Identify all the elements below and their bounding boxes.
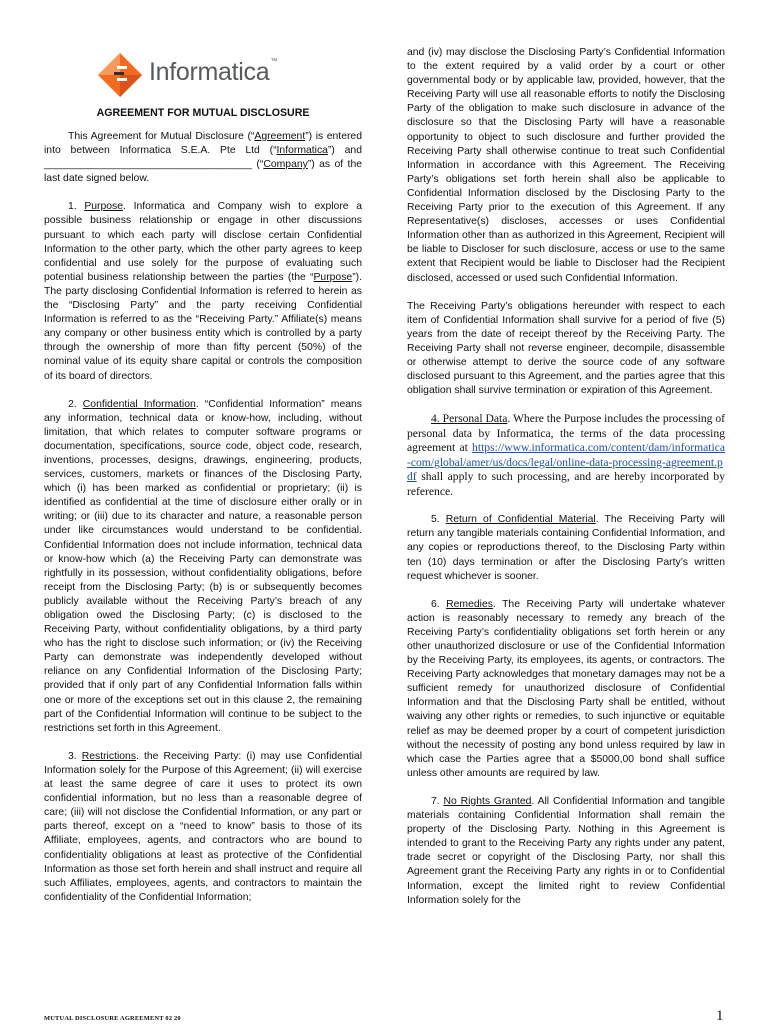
left-column [44,130,362,905]
document-title: AGREEMENT FOR MUTUAL DISCLOSURE [96,107,310,119]
logo-wordmark: Informatica™ [149,58,278,86]
informatica-diamond-logo-icon [97,52,143,98]
right-column [407,46,725,908]
page-number: 1 [716,1008,724,1024]
section-7-no-rights-granted: 7. No Rights Granted. All Confidential Information and tangible materials containing Confidential Information shall remain the property of the Disclosing Party. Nothing in this Agreement is intended to grant to the Receiving Party any rights under any patent, trade secret or copyright of the Disclosing Party, nor shall this Agreement grant the Receiving Party any rights in or to Confidential Information, except the limited right to review Confidential Information solely for the [407,795,725,906]
intro-paragraph: This Agreement for Mutual Disclosure (“Agreement”) is entered into between Informatica S.E.A. Pte Ltd (“Informatica”) and ____________________________________ (“Company”) as of the last date signed below. [44,131,362,185]
footer-document-id: MUTUAL DISCLOSURE AGREEMENT 02 20 [44,1015,181,1022]
data-processing-agreement-link[interactable]: https://www.informatica.com/content/dam/informatica-com/global/amer/us/docs/legal/online-data-processing-agreement.pdf [407,441,725,484]
section-2-confidential-information: 2. Confidential Information. “Confidential Information” means any information, technical data or know-how, including, without limitation, that which relates to computer software programs or documentation, specifications, source code, object code, research, inventions, processes, designs, drawings, engineering, products, services, customers, markets or finances of the Disclosing Party, which (i) has been marked as confidential or proprietary; (ii) is identified as confidential at the time of disclosure either orally or in writing; or (iii) due to its character and nature, a reasonable person under like circumstances would understand to be confidential. Confidential Information does not include information, technical data or know-how which (a) the Receiving Party can demonstrate was rightfully in its possession, without confidentiality obligations, before receipt from the Disclosing Party; (b) is or subsequently becomes publicly available without the Receiving Party’s breach of any obligation owed the Disclosing Party; (c) is disclosed to the Receiving Party, without confidentiality obligations, by a third party who has the right to disclose such information; or (iv) the Receiving Party can demonstrate was independently developed without reliance on any Confidential Information of the Disclosing Party; provided that if only part of any Confidential Information falls within one or more of the exceptions set out in this clause 2, the remaining part of the Confidential Information will continue to be subject to the restrictions set forth in this Agreement. [44,398,362,734]
informatica-logo [97,52,287,100]
section-6-remedies: 6. Remedies. The Receiving Party will undertake whatever action is reasonably necessary to remedy any breach of the Receiving Party’s confidentiality obligations set forth herein or any other unauthorized disclosure or use of the Confidential Information by the Receiving Party, its employees, its agents, or contractors. The Receiving Party acknowledges that monetary damages may not be a sufficient remedy for unauthorized disclosure of Confidential Information and that the Disclosing Party shall be entitled, without waiving any other rights or remedies, to such injunctive or equitable relief as may be deemed proper by a court of competent jurisdiction without the necessity of posting any bond unless required by law in which case the Parties agree that a $5000,00 bond shall suffice unless other amounts are required by law. [407,598,725,779]
section-1-purpose: 1. Purpose. Informatica and Company wish to explore a possible business relationship or engage in other discussions pursuant to which each party will disclose certain Confidential Information to the other party, which the other party agrees to keep confidential and use solely for the purpose of evaluating such potential business relationship between the parties (the “Purpose”). The party disclosing Confidential Information is referred to herein as the “Disclosing Party” and the party receiving Confidential Information is referred to as the “Receiving Party.” Affiliate(s) means any company or other business entity which is controlled by a party through the ownership of more than fifty percent (50%) of the nominal value of its equity share capital or controls the composition of its board of directors. [44,201,362,382]
survival-paragraph: The Receiving Party’s obligations hereunder with respect to each item of Confidential Information shall survive for a period of five (5) years from the date of receipt thereof by the Receiving Party. The Receiving Party shall not reverse engineer, decompile, disassemble or otherwise attempt to derive the source code of any software disclosed pursuant to this Agreement, and the parties agree that this obligation shall survive termination or expiration of this Agreement. [407,300,725,397]
section-3-continued: and (iv) may disclose the Disclosing Party’s Confidential Information to the extent required by a valid order by a court or other governmental body or by applicable law, provided, however, that the Receiving Party will use all reasonable efforts to notify the Disclosing Party of the obligation to make such disclosure in advance of the disclosure so that the Disclosing Party will have a reasonable opportunity to object to such disclosure and further provided the Receiving Party shall otherwise continue to treat such Confidential Information in accordance with this Agreement. The Receiving Party’s obligations set forth herein shall also be applicable to Confidential Information disclosed by the Disclosing Party to the Receiving Party prior to the execution of this Agreement. If any Representative(s) discloses, accesses or uses Confidential Information other than as authorized in this Agreement, Recipient will be liable to Discloser for such disclosure, access or use to the same extent that Recipient would be liable to Discloser had the Recipient disclosed, accessed or used such Confidential Information. [407,47,725,284]
section-4-personal-data: 4. Personal Data. Where the Purpose includes the processing of personal data by Informatica, the terms of the data processing agreement at https://www.informatica.com/content/dam/informatica-com/global/amer/us/docs/legal/online-data-processing-agreement.pdf shall apply to such processing, and are hereby incorporated by reference. [407,412,726,498]
section-3-restrictions: 3. Restrictions. the Receiving Party: (i) may use Confidential Information solely for the Purpose of this Agreement; (ii) will exercise at least the same degree of care it uses to protect its own confidential information, but no less than a reasonable degree of care; (iii) will not disclose the Confidential Information, or any part or parts thereof, except on a “need to know” basis to those of its Affiliate, employees, agents, and contractors who are bound to confidentiality obligations at least as protective of the Confidential Information as those set forth herein and shall instruct and require all such Affiliates, employees, agents, and contractors to maintain the confidentiality of the Confidential Information; [44,750,362,903]
section-5-return-of-material: 5. Return of Confidential Material. The Receiving Party will return any tangible materials containing Confidential Information, and any copies or reproductions thereof, to the Disclosing Party within ten (10) days termination or after the Disclosing Party’s written request whichever is sooner. [407,514,725,582]
